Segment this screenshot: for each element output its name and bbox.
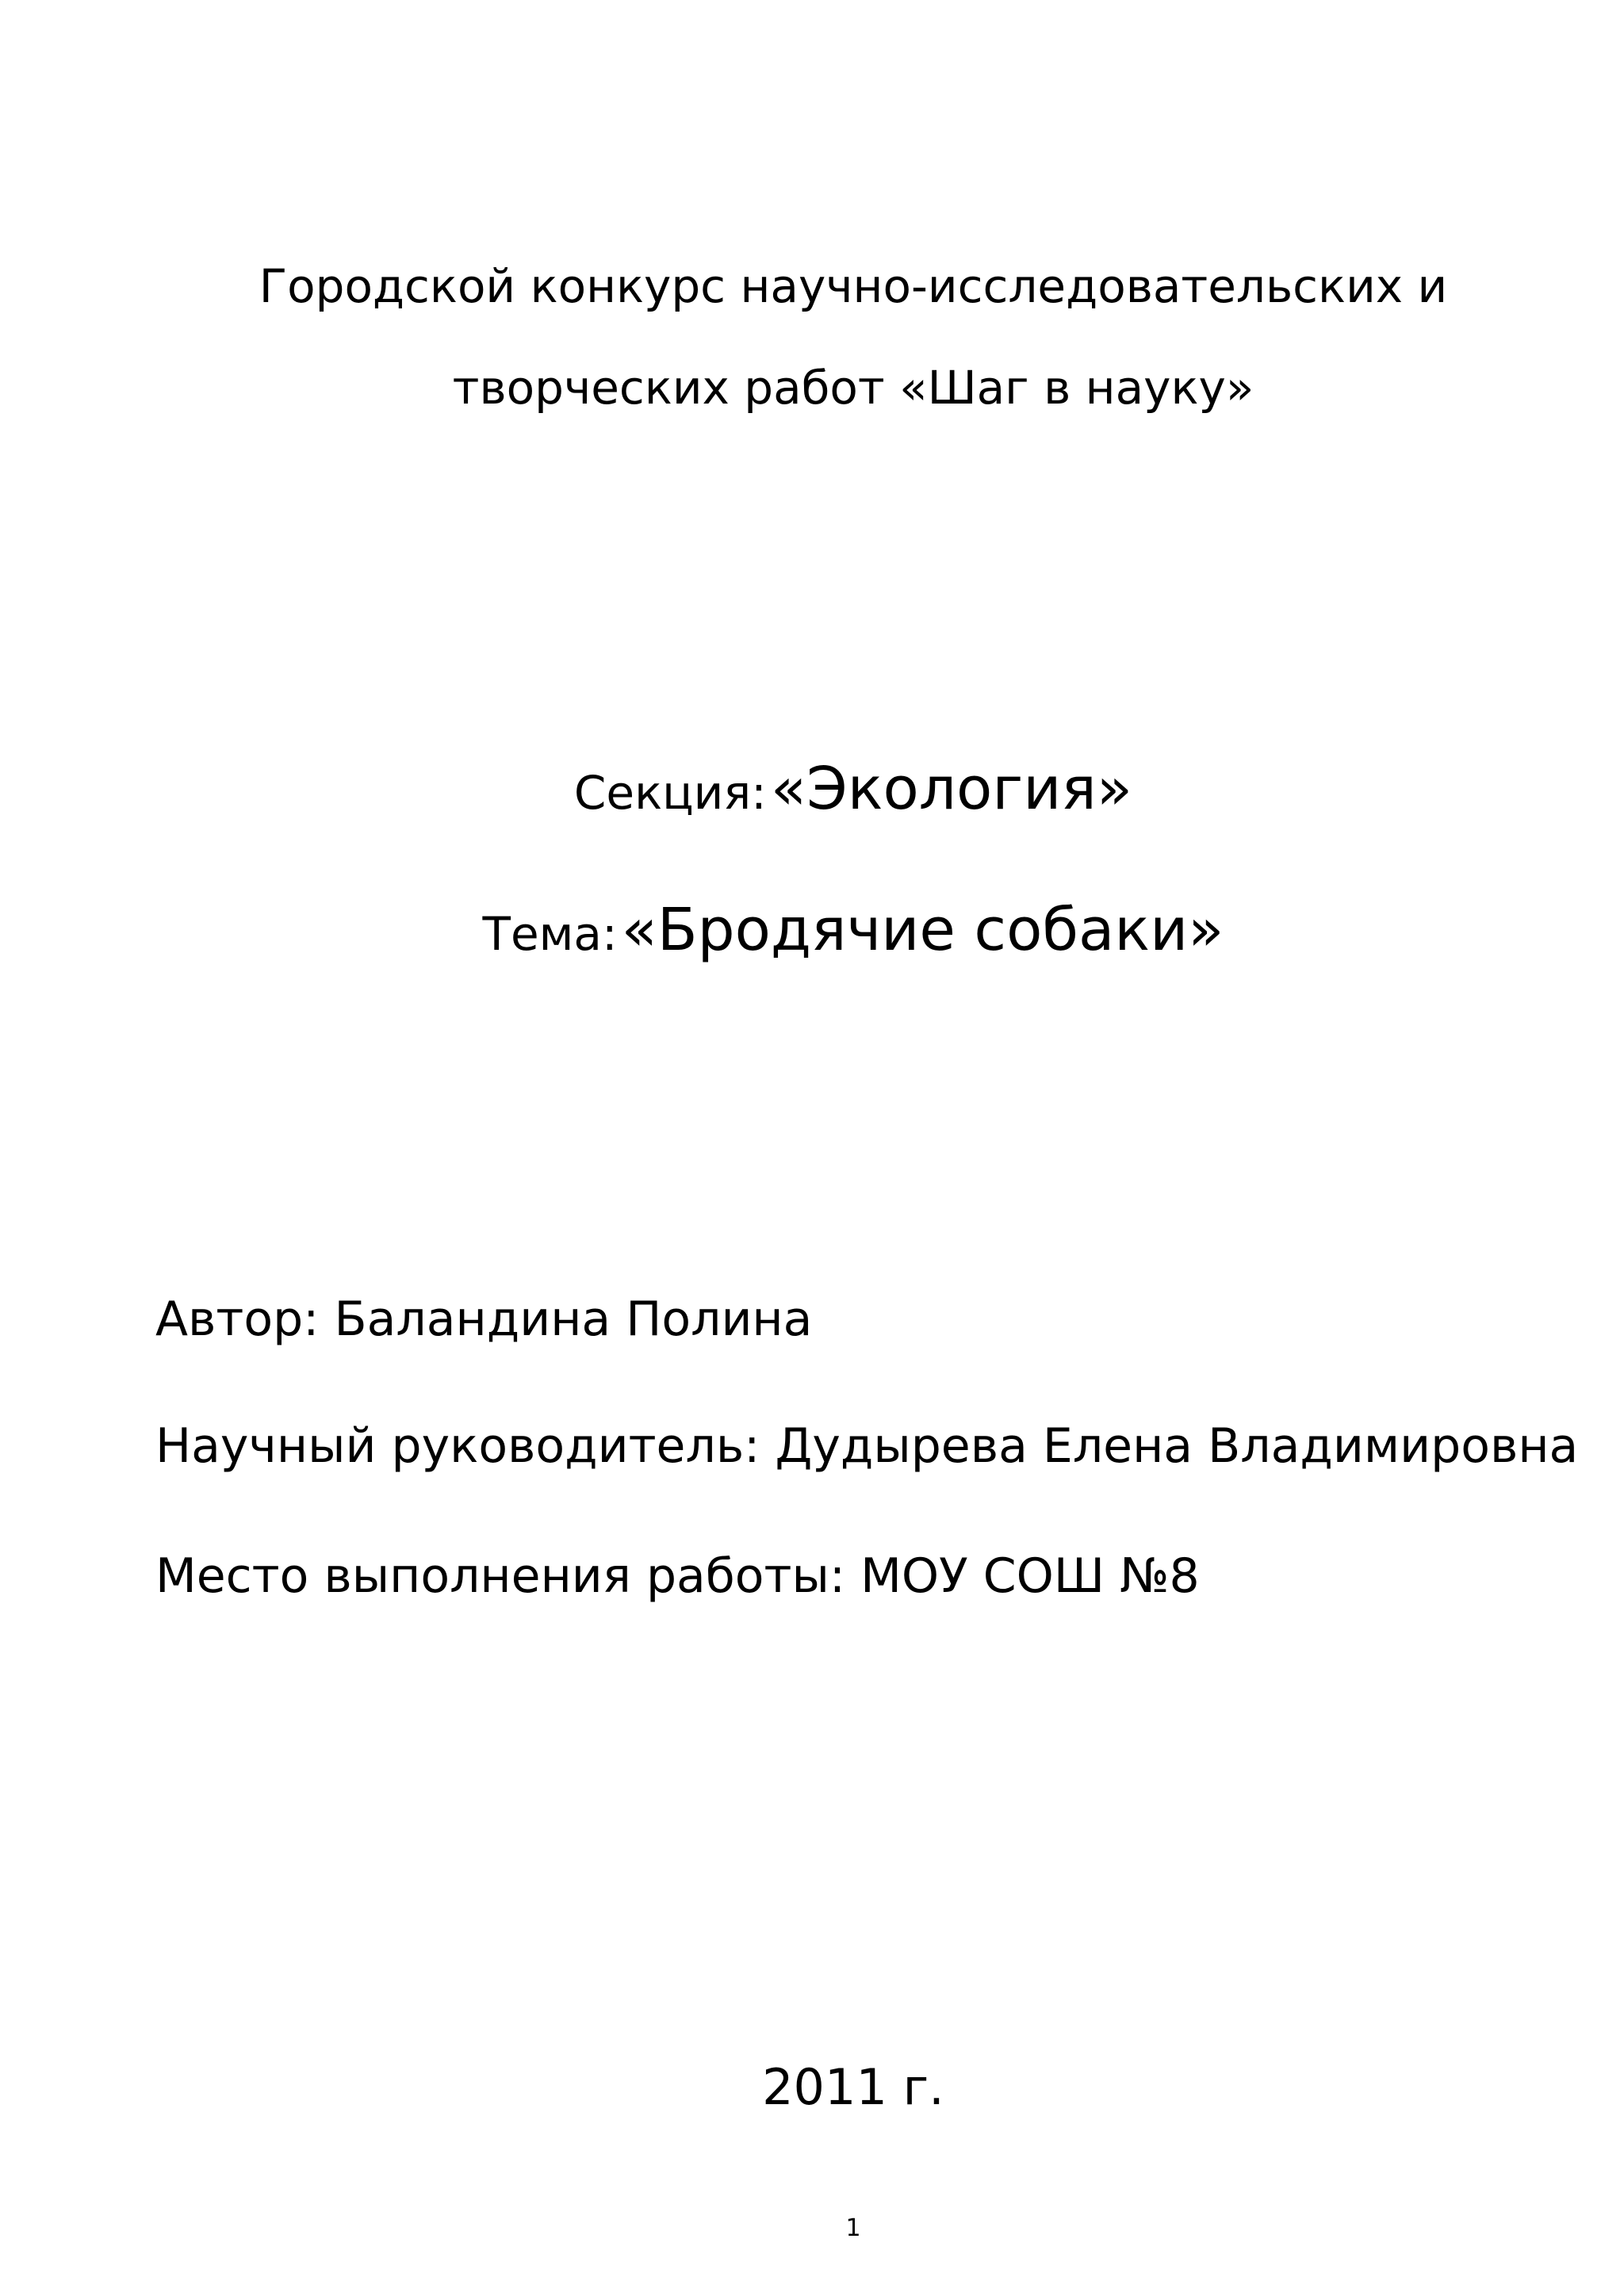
section-line	[0, 755, 1624, 823]
topic-value: «Бродячие собаки»	[621, 896, 1224, 964]
section-value: «Экология»	[770, 755, 1133, 823]
author-line: Автор: Баландина Полина	[155, 1292, 813, 1347]
contest-title-line-1: Городской конкурс научно-исследовательских и	[259, 259, 1448, 313]
topic-label: Тема:	[482, 907, 618, 961]
supervisor-line: Научный руководитель: Дудырева Елена Владимировна	[155, 1418, 1579, 1474]
year-line: 2011 г.	[762, 2058, 944, 2116]
topic-line	[0, 896, 1624, 964]
workplace-line: Место выполнения работы: МОУ СОШ №8	[155, 1548, 1200, 1604]
section-label: Секция:	[573, 766, 767, 820]
page-number: 1	[845, 2214, 861, 2242]
contest-title-line-2: творческих работ «Шаг в науку»	[452, 361, 1254, 415]
